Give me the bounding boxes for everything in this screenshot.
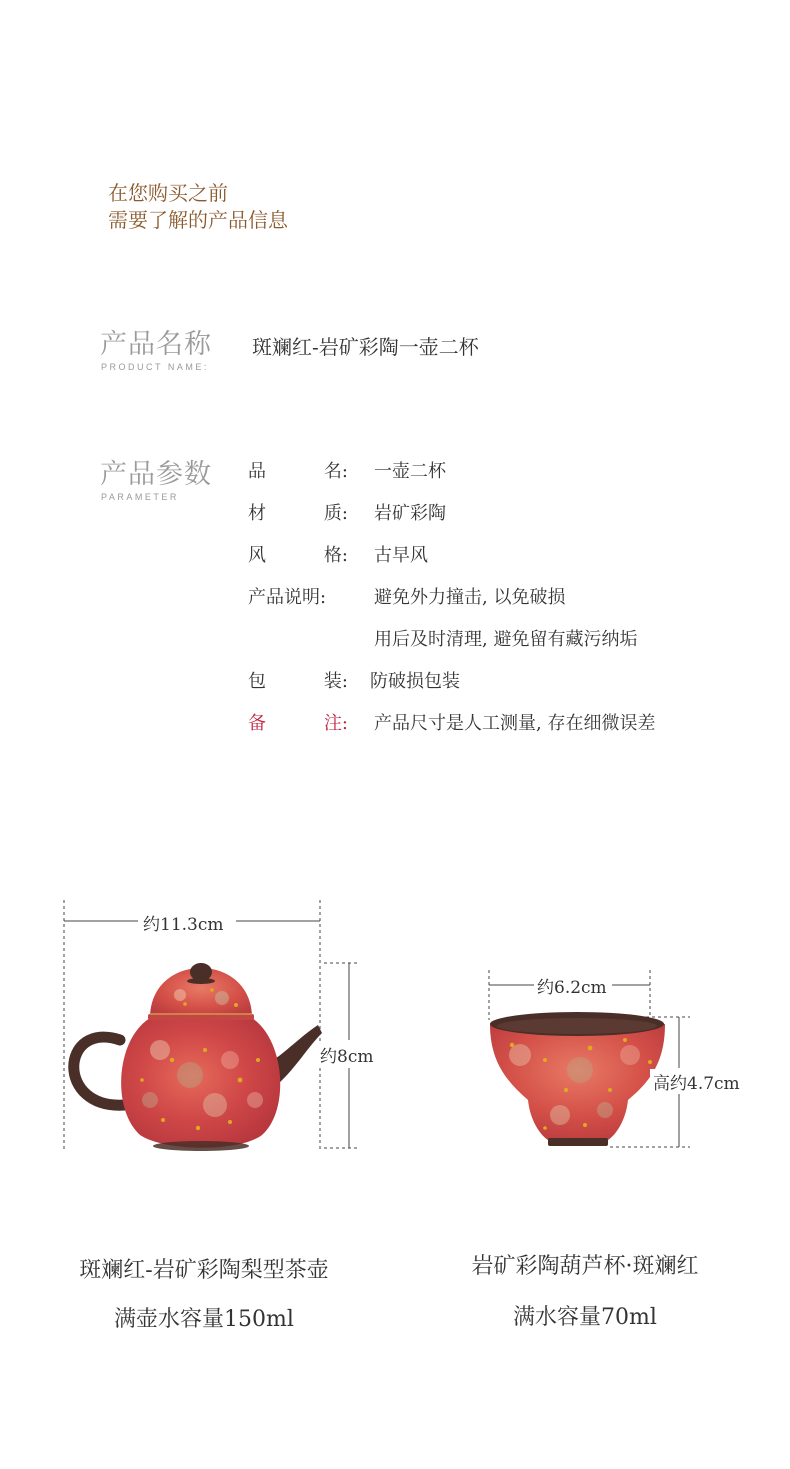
teapot-capacity: 满壶水容量150ml — [114, 1307, 294, 1332]
parameter-title: 产品参数 — [100, 459, 212, 490]
param-key: 品 名: — [248, 461, 348, 482]
param-value: 岩矿彩陶 — [374, 503, 446, 524]
param-value: 产品尺寸是人工测量, 存在细微误差 — [374, 713, 656, 734]
param-key: 风 格: — [248, 545, 348, 566]
param-key: 备 注: — [248, 713, 348, 734]
param-value: 古早风 — [374, 545, 428, 566]
param-value: 一壶二杯 — [374, 461, 446, 482]
teapot-caption: 斑斓红-岩矿彩陶梨型茶壶 — [79, 1258, 329, 1283]
cup-width-label: 约6.2cm — [534, 973, 610, 998]
param-value: 防破损包装 — [370, 671, 460, 692]
intro-line-2: 需要了解的产品信息 — [108, 208, 288, 232]
param-key: 包 装: — [248, 671, 348, 692]
cup-caption: 岩矿彩陶葫芦杯·斑斓红 — [471, 1254, 699, 1279]
teapot-width-label: 约11.3cm — [140, 910, 227, 935]
product-name-title: 产品名称 — [100, 329, 212, 360]
cup-height-label: 高约4.7cm — [650, 1069, 743, 1094]
param-key: 产品说明: — [248, 587, 327, 608]
intro-line-1: 在您购买之前 — [108, 181, 228, 205]
param-value: 用后及时清理, 避免留有藏污纳垢 — [374, 629, 638, 650]
parameter-subtitle: PARAMETER — [101, 492, 179, 502]
cup-capacity: 满水容量70ml — [513, 1305, 657, 1330]
cup-foot — [548, 1138, 608, 1146]
teapot-handle — [74, 1037, 125, 1105]
product-name-value: 斑斓红-岩矿彩陶一壶二杯 — [252, 335, 479, 359]
param-value: 避免外力撞击, 以免破损 — [374, 587, 566, 608]
teapot-body — [121, 1018, 280, 1148]
param-key: 材 质: — [248, 503, 348, 524]
product-name-subtitle: PRODUCT NAME: — [101, 362, 209, 372]
teapot-height-label: 约8cm — [317, 1042, 376, 1067]
